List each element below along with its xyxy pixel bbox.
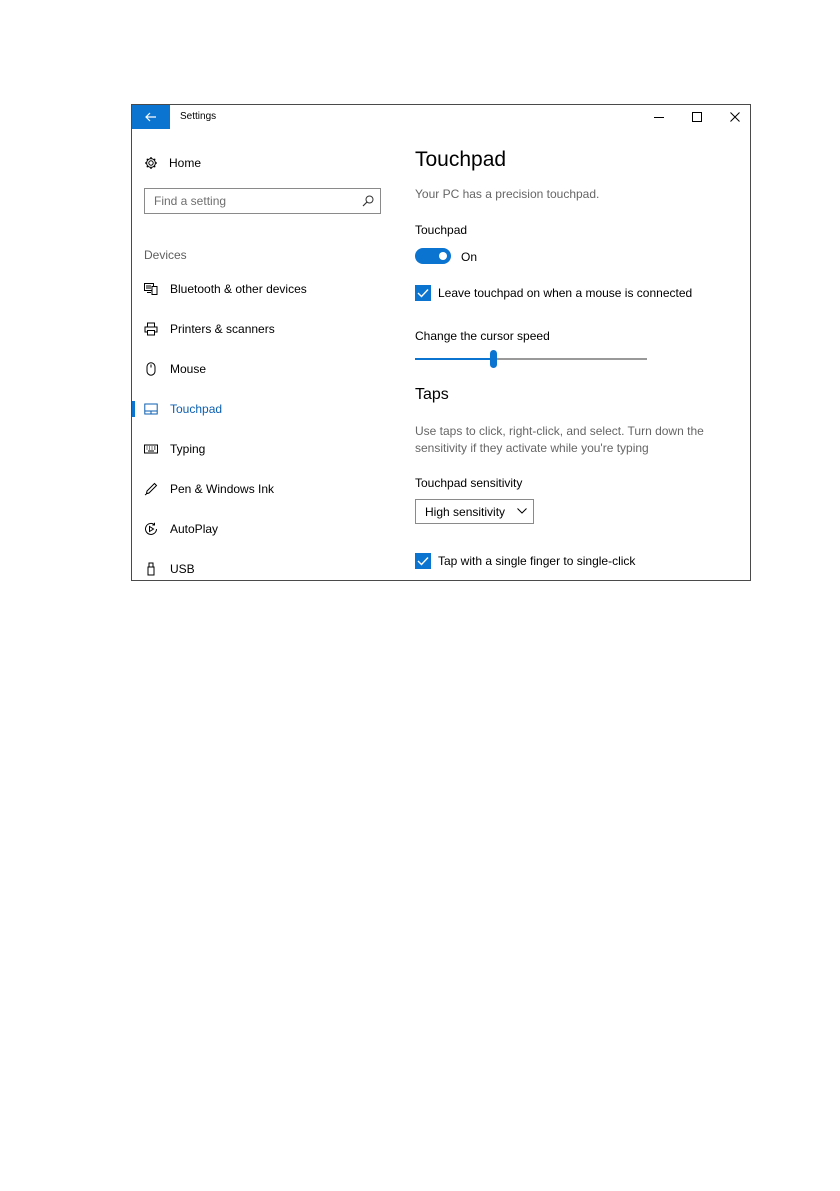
checkbox-label: Tap with a single finger to single-click [438, 554, 636, 568]
slider-thumb[interactable] [490, 350, 497, 368]
toggle-state-text: On [461, 250, 478, 264]
title-bar [132, 105, 750, 129]
minimize-icon [654, 112, 664, 122]
section-label-devices: Devices [144, 248, 187, 262]
window-title: Settings [180, 111, 217, 122]
sidebar-item-autoplay[interactable] [132, 509, 392, 549]
search-icon[interactable] [361, 194, 375, 208]
autoplay-icon [144, 522, 158, 536]
sidebar-item-label: Touchpad [170, 402, 223, 416]
chevron-down-icon [517, 507, 527, 515]
active-indicator [132, 401, 135, 417]
leave-touchpad-on-checkbox[interactable] [415, 285, 692, 301]
pen-icon [144, 482, 158, 496]
slider-fill [415, 358, 494, 360]
sidebar-item-touchpad[interactable] [132, 389, 392, 429]
usb-icon [144, 562, 158, 576]
checkbox-label: Leave touchpad on when a mouse is connected [438, 286, 693, 300]
sidebar-item-mouse[interactable] [132, 349, 392, 389]
minimize-button[interactable] [640, 105, 678, 129]
printer-icon [144, 322, 158, 336]
page-subtitle: Your PC has a precision touchpad. [415, 187, 600, 201]
sidebar-item-pen[interactable] [132, 469, 392, 509]
checkbox-box[interactable] [415, 553, 431, 569]
search-box[interactable] [144, 188, 381, 214]
sidebar-item-typing[interactable] [132, 429, 392, 469]
keyboard-icon [144, 442, 158, 456]
touchpad-toggle[interactable] [415, 248, 451, 264]
dropdown-value: High sensitivity [425, 504, 506, 519]
sensitivity-label: Touchpad sensitivity [415, 476, 523, 490]
sidebar-item-label: USB [170, 562, 195, 576]
scrollbar-thumb[interactable] [750, 193, 751, 273]
maximize-icon [692, 112, 702, 122]
sidebar-item-bluetooth[interactable] [132, 269, 392, 309]
arrow-left-icon [145, 112, 157, 122]
search-input[interactable] [145, 190, 356, 212]
sidebar-item-printers[interactable] [132, 309, 392, 349]
checkbox-box[interactable] [415, 285, 431, 301]
cursor-speed-slider[interactable] [415, 350, 647, 370]
home-label: Home [169, 156, 202, 170]
sensitivity-dropdown[interactable] [415, 499, 534, 524]
bluetooth-devices-icon [144, 282, 158, 296]
touchpad-icon [144, 402, 158, 416]
sidebar-item-label: Printers & scanners [170, 322, 275, 336]
sidebar-item-label: Typing [170, 442, 206, 456]
toggle-knob [439, 252, 447, 260]
close-icon [730, 112, 740, 122]
single-tap-checkbox[interactable] [415, 553, 635, 569]
taps-heading: Taps [415, 386, 449, 403]
close-button[interactable] [716, 105, 751, 129]
back-button[interactable] [132, 105, 170, 129]
sidebar-item-label: Mouse [170, 362, 207, 376]
page-title: Touchpad [415, 148, 507, 171]
settings-window [131, 104, 751, 581]
checkmark-icon [417, 556, 429, 566]
sidebar-item-usb[interactable] [132, 549, 392, 581]
touchpad-toggle-label: Touchpad [415, 223, 468, 237]
cursor-speed-label: Change the cursor speed [415, 329, 550, 343]
sidebar-item-label: AutoPlay [170, 522, 219, 536]
sidebar-nav [132, 269, 392, 581]
sidebar-item-label: Bluetooth & other devices [170, 282, 307, 296]
sidebar-item-label: Pen & Windows Ink [170, 482, 275, 496]
maximize-button[interactable] [678, 105, 716, 129]
gear-icon [144, 156, 158, 170]
checkmark-icon [417, 288, 429, 298]
mouse-icon [144, 362, 158, 376]
taps-description: Use taps to click, right-click, and select. Turn down the sensitivity if they activate while you're typing [415, 424, 704, 455]
home-link[interactable] [144, 153, 201, 173]
